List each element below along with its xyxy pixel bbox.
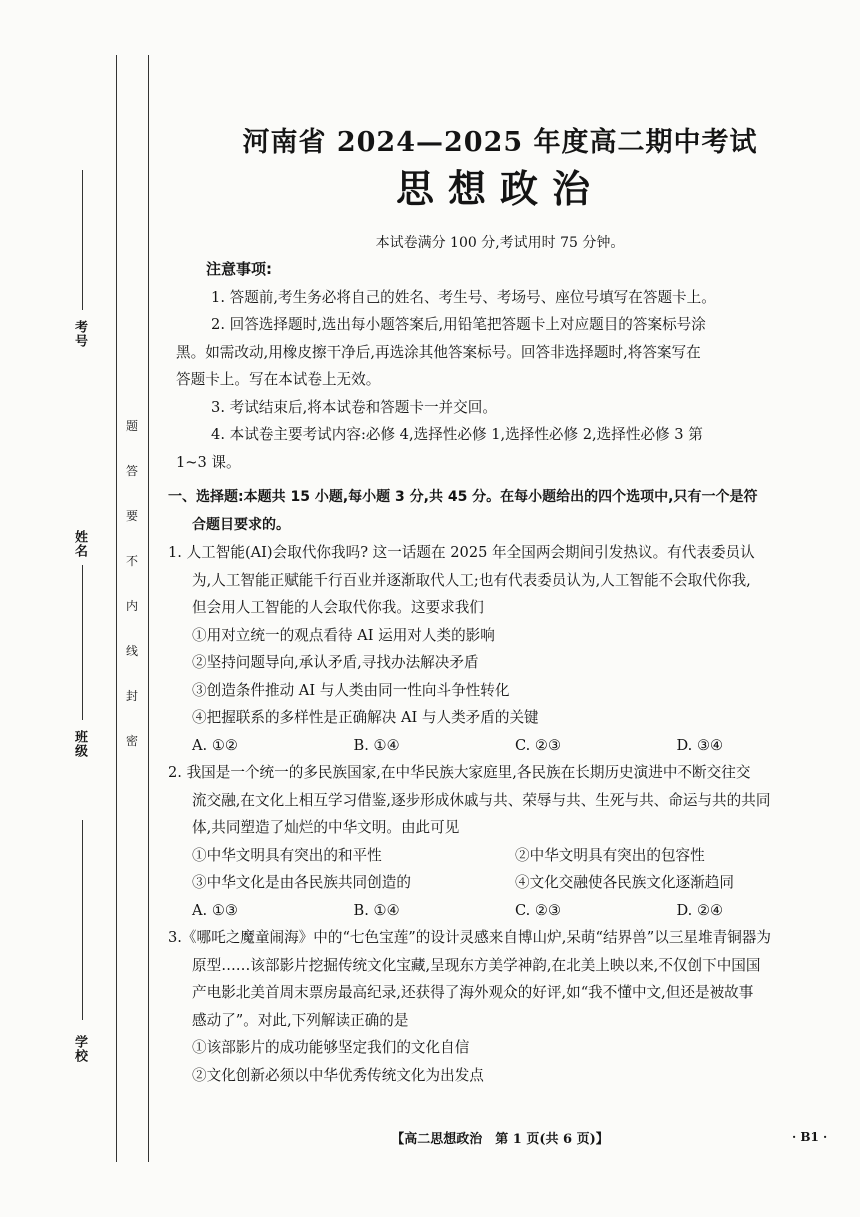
- seal-char: 封: [125, 689, 138, 703]
- statement-option: ③创造条件推动 AI 与人类由同一性向斗争性转化: [192, 681, 510, 699]
- section-heading-cont: 合题目要求的。: [192, 516, 290, 533]
- statement-option: ①该部影片的成功能够坚定我们的文化自信: [192, 1039, 470, 1056]
- statement-option: ②坚持问题导向,承认矛盾,寻找办法解决矛盾: [192, 654, 479, 671]
- name-label: 姓名: [72, 530, 87, 558]
- exam-content: [168, 256, 838, 1089]
- seal-notice: [120, 420, 144, 780]
- statement-option: ②文化创新必须以中华优秀传统文化为出发点: [192, 1066, 484, 1084]
- notice-line: 3. 考试结束后,将本试卷和答题卡一并交回。: [211, 398, 497, 416]
- section-heading: 一、选择题:本题共 15 小题,每小题 3 分,共 45 分。在每小题给出的四个选项中,只有一个是符: [168, 489, 758, 505]
- question-stem: 体,共同塑造了灿烂的中华文明。由此可见: [192, 819, 460, 836]
- paper-code: · B1 ·: [792, 1130, 828, 1144]
- question-stem: 但会用人工智能的人会取代你我。这要求我们: [192, 599, 484, 616]
- choice-a: A. ①②: [192, 736, 238, 754]
- class-line: [82, 620, 83, 720]
- notice-line: 1~3 课。: [176, 453, 241, 471]
- question-stem: 2. 我国是一个统一的多民族国家,在中华民族大家庭里,各民族在长期历史演进中不断交往交: [168, 764, 751, 781]
- question-stem: 1. 人工智能(AI)会取代你我吗? 这一话题在 2025 年全国两会期间引发热议。有代表委员认: [168, 544, 755, 561]
- seal-char: 密: [125, 734, 138, 748]
- class-label: 班级: [72, 730, 87, 758]
- seal-char: 答: [125, 464, 138, 478]
- school-label: 学校: [72, 1035, 87, 1063]
- notice-line: 1. 答题前,考生务必将自己的姓名、考生号、考场号、座位号填写在答题卡上。: [211, 288, 716, 306]
- seal-char: 题: [125, 419, 138, 433]
- choice-c: C. ②③: [515, 901, 562, 919]
- question-stem: 流交融,在文化上相互学习借鉴,逐步形成休戚与共、荣辱与共、生死与共、命运与共的共同: [192, 791, 771, 809]
- statement-option: ①中华文明具有突出的和平性: [192, 846, 382, 864]
- exam-no-label: 考号: [72, 320, 87, 348]
- seal-char: 线: [125, 644, 138, 658]
- choice-d: D. ②④: [676, 901, 724, 919]
- name-line: [82, 565, 83, 625]
- statement-option: ④文化交融使各民族文化逐渐趋同: [515, 874, 734, 891]
- exam-no-field: [60, 170, 120, 370]
- statement-option: ①用对立统一的观点看待 AI 运用对人类的影响: [192, 626, 495, 644]
- question-stem: 为,人工智能正赋能千行百业并逐渐取代人工;也有代表委员认为,人工智能不会取代你我,: [192, 571, 751, 589]
- seal-char: 内: [125, 599, 138, 613]
- choice-b: B. ①④: [353, 736, 400, 754]
- choice-a: A. ①③: [192, 901, 238, 919]
- statement-option-row: [168, 869, 838, 897]
- statement-option-row: [168, 842, 838, 870]
- school-field: [60, 820, 120, 1080]
- statement-option: ③中华文化是由各民族共同创造的: [192, 874, 411, 891]
- question-stem: 感动了”。对此,下列解读正确的是: [192, 1011, 409, 1029]
- exam-title: 河南省 2024—2025 年度高二期中考试: [242, 127, 758, 158]
- exam-info: 本试卷满分 100 分,考试用时 75 分钟。: [375, 235, 625, 251]
- exam-no-line: [82, 170, 83, 310]
- seal-char: 要: [125, 509, 138, 523]
- answer-choices: [168, 732, 838, 760]
- seal-char: 不: [125, 554, 138, 568]
- choice-b: B. ①④: [353, 901, 400, 919]
- notice-line: 2. 回答选择题时,选出每小题答案后,用铅笔把答题卡上对应题目的答案标号涂: [211, 316, 706, 333]
- subject-title: 思想政治: [395, 166, 604, 211]
- question-stem: 3.《哪吒之魔童闹海》中的“七色宝莲”的设计灵感来自博山炉,呆萌“结界兽”以三星堆青铜器为: [168, 929, 771, 946]
- class-field: [60, 620, 120, 790]
- notice-title: 注意事项:: [206, 260, 272, 278]
- question-stem: 产电影北美首周末票房最高纪录,还获得了海外观众的好评,如“我不懂中文,但还是被故事: [192, 984, 754, 1001]
- school-line: [82, 820, 83, 1020]
- choice-d: D. ③④: [676, 736, 724, 754]
- question-stem: 原型……该部影片挖掘传统文化宝藏,呈现东方美学神韵,在北美上映以来,不仅创下中国国: [192, 956, 761, 974]
- notice-line: 黑。如需改动,用橡皮擦干净后,再选涂其他答案标号。回答非选择题时,将答案写在: [176, 343, 701, 361]
- statement-option: ②中华文明具有突出的包容性: [515, 846, 705, 864]
- notice-line: 4. 本试卷主要考试内容:必修 4,选择性必修 1,选择性必修 2,选择性必修 3 第: [211, 426, 703, 443]
- answer-choices: [168, 897, 838, 925]
- page-footer: 【高二思想政治 第 1 页(共 6 页)】: [391, 1132, 609, 1147]
- binding-line-inner: [148, 55, 149, 1162]
- notice-line: 答题卡上。写在本试卷上无效。: [176, 371, 381, 388]
- statement-option: ④把握联系的多样性是正确解决 AI 与人类矛盾的关键: [192, 709, 539, 726]
- name-field: [60, 460, 120, 630]
- choice-c: C. ②③: [515, 736, 562, 754]
